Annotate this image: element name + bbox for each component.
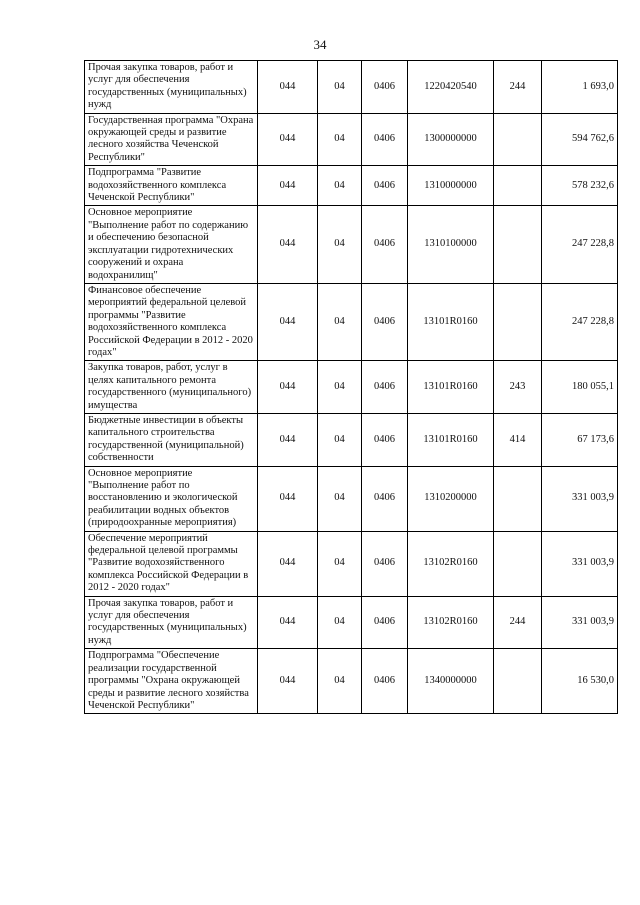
target-article-cell: 13102R0160 [408, 596, 494, 649]
table-row [85, 166, 618, 206]
target-article-cell: 1310200000 [408, 466, 494, 531]
expense-type-cell: 244 [494, 596, 542, 649]
expense-type-cell: 243 [494, 361, 542, 414]
subsection-code-cell: 0406 [362, 61, 408, 114]
section-code-cell: 04 [318, 166, 362, 206]
amount-cell: 578 232,6 [542, 166, 618, 206]
row-name-cell: Финансовое обеспечение мероприятий федеральной целевой программы "Развитие водохозяйственного комплекса Российской Федерации в 2012 - 2020 годах" [85, 283, 258, 360]
expense-type-cell [494, 283, 542, 360]
row-name-cell: Подпрограмма "Развитие водохозяйственного комплекса Чеченской Республики" [85, 166, 258, 206]
ministry-code-cell: 044 [258, 361, 318, 414]
amount-cell: 1 693,0 [542, 61, 618, 114]
section-code-cell: 04 [318, 649, 362, 714]
subsection-code-cell: 0406 [362, 166, 408, 206]
amount-cell: 180 055,1 [542, 361, 618, 414]
expense-type-cell [494, 166, 542, 206]
subsection-code-cell: 0406 [362, 466, 408, 531]
ministry-code-cell: 044 [258, 466, 318, 531]
expense-type-cell [494, 113, 542, 166]
subsection-code-cell: 0406 [362, 649, 408, 714]
row-name-cell: Прочая закупка товаров, работ и услуг для обеспечения государственных (муниципальных) нужд [85, 596, 258, 649]
expense-type-cell [494, 466, 542, 531]
table-row [85, 361, 618, 414]
subsection-code-cell: 0406 [362, 361, 408, 414]
amount-cell: 16 530,0 [542, 649, 618, 714]
expense-type-cell: 244 [494, 61, 542, 114]
section-code-cell: 04 [318, 596, 362, 649]
table-row [85, 113, 618, 166]
section-code-cell: 04 [318, 413, 362, 466]
target-article-cell: 13101R0160 [408, 283, 494, 360]
row-name-cell: Закупка товаров, работ, услуг в целях капитального ремонта государственного (муниципального) имущества [85, 361, 258, 414]
section-code-cell: 04 [318, 361, 362, 414]
page-number: 34 [313, 37, 327, 52]
target-article-cell: 1340000000 [408, 649, 494, 714]
section-code-cell: 04 [318, 206, 362, 283]
section-code-cell: 04 [318, 531, 362, 596]
amount-cell: 594 762,6 [542, 113, 618, 166]
section-code-cell: 04 [318, 61, 362, 114]
row-name-cell: Государственная программа "Охрана окружающей среды и развитие лесного хозяйства Чеченской Республики" [85, 113, 258, 166]
row-name-cell: Обеспечение мероприятий федеральной целевой программы "Развитие водохозяйственного комплекса Российской Федерации в 2012 - 2020 годах" [85, 531, 258, 596]
row-name-cell: Подпрограмма "Обеспечение реализации государственной программы "Охрана окружающей среды и развитие лесного хозяйства Чеченской Республики" [85, 649, 258, 714]
target-article-cell: 1310000000 [408, 166, 494, 206]
row-name-cell: Бюджетные инвестиции в объекты капитального строительства государственной (муниципальной) собственности [85, 413, 258, 466]
row-name-cell: Прочая закупка товаров, работ и услуг для обеспечения государственных (муниципальных) нужд [85, 61, 258, 114]
table-row [85, 531, 618, 596]
amount-cell: 331 003,9 [542, 531, 618, 596]
amount-cell: 247 228,8 [542, 283, 618, 360]
table-row [85, 413, 618, 466]
ministry-code-cell: 044 [258, 206, 318, 283]
amount-cell: 67 173,6 [542, 413, 618, 466]
section-code-cell: 04 [318, 283, 362, 360]
amount-cell: 331 003,9 [542, 466, 618, 531]
row-name-cell: Основное мероприятие "Выполнение работ по содержанию и обеспечению безопасной эксплуатации гидротехнических сооружений и охрана водохранилищ" [85, 206, 258, 283]
amount-cell: 247 228,8 [542, 206, 618, 283]
target-article-cell: 1220420540 [408, 61, 494, 114]
expense-type-cell [494, 206, 542, 283]
expense-type-cell: 414 [494, 413, 542, 466]
subsection-code-cell: 0406 [362, 413, 408, 466]
ministry-code-cell: 044 [258, 166, 318, 206]
ministry-code-cell: 044 [258, 596, 318, 649]
ministry-code-cell: 044 [258, 61, 318, 114]
ministry-code-cell: 044 [258, 649, 318, 714]
target-article-cell: 13101R0160 [408, 413, 494, 466]
target-article-cell: 1310100000 [408, 206, 494, 283]
table-row [85, 466, 618, 531]
subsection-code-cell: 0406 [362, 596, 408, 649]
table-row [85, 596, 618, 649]
amount-cell: 331 003,9 [542, 596, 618, 649]
subsection-code-cell: 0406 [362, 113, 408, 166]
subsection-code-cell: 0406 [362, 206, 408, 283]
target-article-cell: 1300000000 [408, 113, 494, 166]
expense-type-cell [494, 531, 542, 596]
section-code-cell: 04 [318, 466, 362, 531]
ministry-code-cell: 044 [258, 283, 318, 360]
budget-table [84, 60, 618, 714]
subsection-code-cell: 0406 [362, 531, 408, 596]
row-name-cell: Основное мероприятие "Выполнение работ по восстановлению и экологической реабилитации водных объектов (природоохранные мероприятия) [85, 466, 258, 531]
ministry-code-cell: 044 [258, 531, 318, 596]
table-row [85, 283, 618, 360]
section-code-cell: 04 [318, 113, 362, 166]
table-row [85, 649, 618, 714]
table-row [85, 61, 618, 114]
table-row [85, 206, 618, 283]
target-article-cell: 13101R0160 [408, 361, 494, 414]
target-article-cell: 13102R0160 [408, 531, 494, 596]
expense-type-cell [494, 649, 542, 714]
ministry-code-cell: 044 [258, 113, 318, 166]
ministry-code-cell: 044 [258, 413, 318, 466]
subsection-code-cell: 0406 [362, 283, 408, 360]
